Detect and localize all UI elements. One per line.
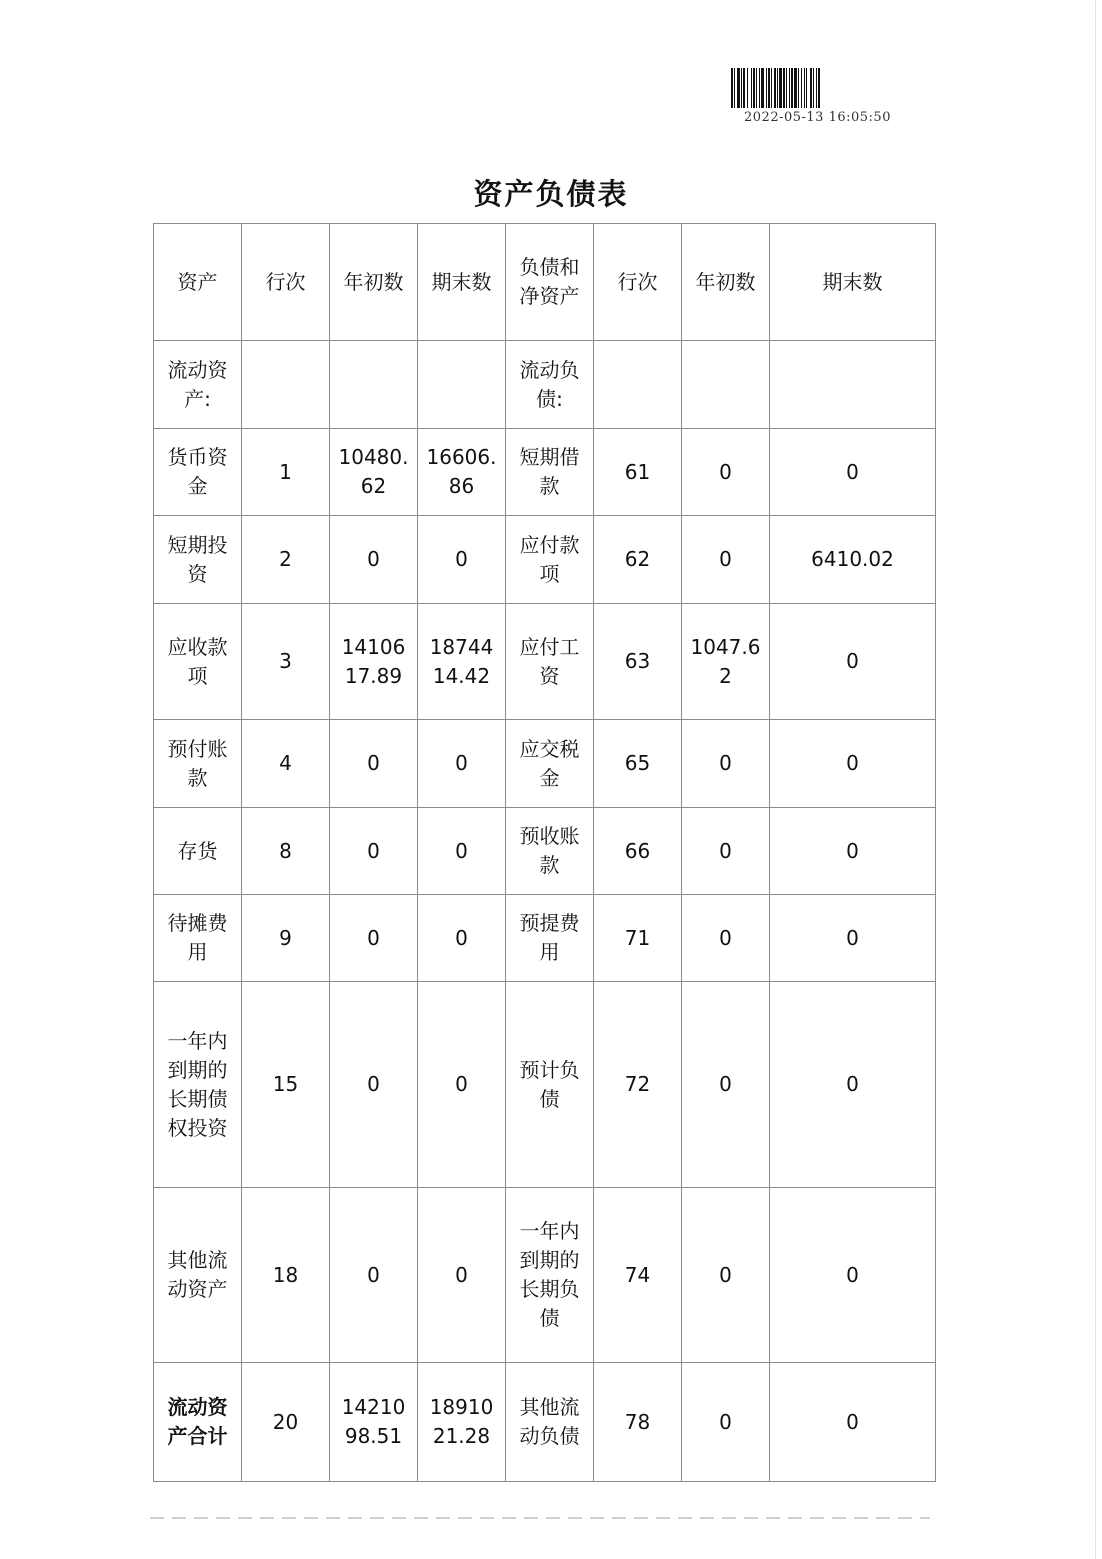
table-cell: 3 — [242, 604, 330, 720]
table-row — [154, 1188, 936, 1363]
table-cell: 0 — [330, 720, 418, 808]
scan-edge — [1095, 0, 1096, 1559]
table-cell: 0 — [418, 895, 506, 982]
table-cell: 短期投资 — [154, 516, 242, 604]
table-cell: 0 — [418, 982, 506, 1188]
table-cell: 流动资产合计 — [154, 1363, 242, 1482]
column-header: 行次 — [242, 224, 330, 341]
balance-sheet-table — [153, 223, 936, 1482]
table-row — [154, 895, 936, 982]
barcode-bar — [818, 68, 820, 108]
table-cell: 应收款项 — [154, 604, 242, 720]
table-cell: 61 — [594, 429, 682, 516]
barcode-bar — [743, 68, 745, 108]
scan-noise — [150, 1517, 930, 1519]
table-cell: 15 — [242, 982, 330, 1188]
table-cell: 1 — [242, 429, 330, 516]
column-header: 负债和净资产 — [506, 224, 594, 341]
table-cell — [418, 341, 506, 429]
table-cell: 0 — [330, 895, 418, 982]
table-cell: 0 — [682, 1363, 770, 1482]
barcode-bar — [786, 68, 787, 108]
column-header: 期末数 — [770, 224, 936, 341]
table-cell: 9 — [242, 895, 330, 982]
column-header: 年初数 — [330, 224, 418, 341]
table-header-row — [154, 224, 936, 341]
barcode-bar — [771, 68, 772, 108]
table-cell: 流动负债: — [506, 341, 594, 429]
barcode-bar — [804, 68, 805, 108]
barcode-bar — [791, 68, 793, 108]
barcode-bar — [753, 68, 755, 108]
barcode-bar — [761, 68, 764, 108]
print-timestamp: 2022-05-13 16:05:50 — [744, 110, 891, 125]
table-cell: 20 — [242, 1363, 330, 1482]
table-cell: 应付工资 — [506, 604, 594, 720]
table-cell: 0 — [770, 1188, 936, 1363]
table-cell: 0 — [682, 516, 770, 604]
barcode-bar — [810, 68, 812, 108]
table-cell: 预收账款 — [506, 808, 594, 895]
table-cell: 63 — [594, 604, 682, 720]
table-cell: 应交税金 — [506, 720, 594, 808]
table-row — [154, 341, 936, 429]
table-row — [154, 604, 936, 720]
table-row — [154, 429, 936, 516]
table-cell: 0 — [682, 429, 770, 516]
barcode-bar — [779, 68, 782, 108]
document-title: 资产负债表 — [473, 177, 629, 211]
table-cell: 6410.02 — [770, 516, 936, 604]
table-cell: 0 — [682, 808, 770, 895]
table-cell: 预计负债 — [506, 982, 594, 1188]
table-cell: 0 — [682, 895, 770, 982]
table-cell: 存货 — [154, 808, 242, 895]
table-cell: 0 — [330, 1188, 418, 1363]
table-cell: 1410617.89 — [330, 604, 418, 720]
table-cell: 10480.62 — [330, 429, 418, 516]
table-cell: 71 — [594, 895, 682, 982]
barcode-bar — [813, 68, 814, 108]
table-cell: 1891021.28 — [418, 1363, 506, 1482]
table-cell: 短期借款 — [506, 429, 594, 516]
barcode-bar — [798, 68, 799, 108]
table-cell — [242, 341, 330, 429]
table-cell: 0 — [418, 516, 506, 604]
table-cell: 0 — [770, 429, 936, 516]
table-cell: 65 — [594, 720, 682, 808]
table-cell: 0 — [330, 516, 418, 604]
column-header: 期末数 — [418, 224, 506, 341]
table-cell: 0 — [418, 808, 506, 895]
table-cell — [330, 341, 418, 429]
table-cell: 0 — [682, 1188, 770, 1363]
barcode-bar — [816, 68, 817, 108]
table-cell: 1047.62 — [682, 604, 770, 720]
barcode-bar — [734, 68, 735, 108]
table-cell: 78 — [594, 1363, 682, 1482]
barcode-bar — [766, 68, 767, 108]
table-row — [154, 516, 936, 604]
column-header: 年初数 — [682, 224, 770, 341]
table-cell: 0 — [770, 720, 936, 808]
table-row — [154, 720, 936, 808]
table-cell: 0 — [418, 720, 506, 808]
barcode-bar — [741, 68, 742, 108]
table-cell: 0 — [330, 808, 418, 895]
barcode-bar — [756, 68, 757, 108]
barcode-bar — [747, 68, 748, 108]
table-cell: 8 — [242, 808, 330, 895]
table-cell: 一年内到期的长期负债 — [506, 1188, 594, 1363]
table-cell: 0 — [330, 982, 418, 1188]
table-cell: 货币资金 — [154, 429, 242, 516]
column-header: 资产 — [154, 224, 242, 341]
barcode-bar — [806, 68, 807, 108]
barcode-bar — [794, 68, 797, 108]
barcode-bar — [759, 68, 760, 108]
table-cell: 0 — [418, 1188, 506, 1363]
table-cell: 2 — [242, 516, 330, 604]
barcode — [731, 68, 933, 108]
table-cell: 0 — [682, 720, 770, 808]
table-cell: 72 — [594, 982, 682, 1188]
barcode-bar — [801, 68, 802, 108]
table-cell: 16606.86 — [418, 429, 506, 516]
barcode-bar — [777, 68, 778, 108]
table-cell: 待摊费用 — [154, 895, 242, 982]
table-row — [154, 808, 936, 895]
barcode-bar — [737, 68, 740, 108]
barcode-bar — [768, 68, 770, 108]
table-cell: 0 — [770, 604, 936, 720]
table-cell: 0 — [682, 982, 770, 1188]
table-cell: 18 — [242, 1188, 330, 1363]
table-cell: 其他流动负债 — [506, 1363, 594, 1482]
table-cell: 4 — [242, 720, 330, 808]
table-cell: 流动资产: — [154, 341, 242, 429]
table-cell: 66 — [594, 808, 682, 895]
table-cell: 应付款项 — [506, 516, 594, 604]
table-row — [154, 982, 936, 1188]
table-cell: 一年内到期的长期债权投资 — [154, 982, 242, 1188]
barcode-bar — [774, 68, 776, 108]
table-cell — [682, 341, 770, 429]
table-cell: 其他流动资产 — [154, 1188, 242, 1363]
barcode-bar — [731, 68, 733, 108]
table-cell — [770, 341, 936, 429]
barcode-bar — [789, 68, 790, 108]
table-cell: 0 — [770, 982, 936, 1188]
table-cell: 0 — [770, 808, 936, 895]
table-cell: 62 — [594, 516, 682, 604]
table-cell: 0 — [770, 895, 936, 982]
table-cell: 0 — [770, 1363, 936, 1482]
column-header: 行次 — [594, 224, 682, 341]
table-cell: 预提费用 — [506, 895, 594, 982]
table-cell — [594, 341, 682, 429]
table-row — [154, 1363, 936, 1482]
barcode-bar — [751, 68, 752, 108]
table-cell: 1421098.51 — [330, 1363, 418, 1482]
table-cell: 1874414.42 — [418, 604, 506, 720]
table-cell: 74 — [594, 1188, 682, 1363]
barcode-bar — [783, 68, 785, 108]
table-cell: 预付账款 — [154, 720, 242, 808]
